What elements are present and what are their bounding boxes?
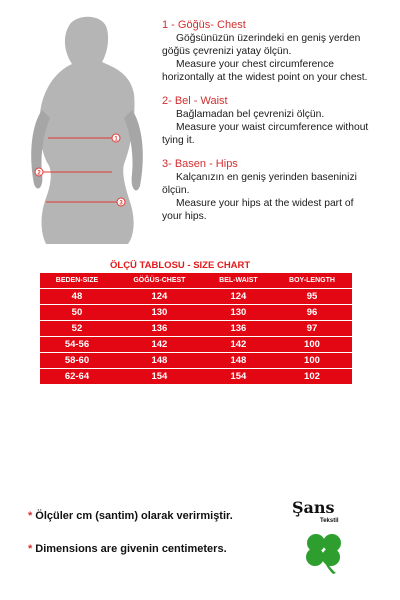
- note-english: [28, 543, 227, 555]
- note-text: Dimensions are givenin centimeters.: [35, 543, 227, 555]
- table-row: [40, 305, 352, 321]
- svg-text:2: 2: [37, 170, 41, 177]
- table-cell: 50: [40, 305, 114, 321]
- table-row: [40, 369, 352, 384]
- table-cell: 124: [114, 289, 205, 305]
- table-cell: 148: [205, 353, 272, 369]
- clover-icon: [300, 526, 350, 576]
- table-row: [40, 321, 352, 337]
- asterisk-icon: *: [28, 510, 33, 522]
- table-cell: 58-60: [40, 353, 114, 369]
- brand-subtitle: Tekstil: [320, 518, 339, 524]
- step-line: Bağlamadan bel çevrenizi ölçün.: [176, 109, 325, 120]
- step-line: Kalçanızın en geniş yerinden baseninizi: [176, 172, 357, 183]
- table-cell: 95: [272, 289, 352, 305]
- step-line: ölçün.: [162, 185, 190, 196]
- table-cell: 102: [304, 371, 320, 382]
- note-turkish: [28, 510, 233, 522]
- body-silhouette: [39, 17, 134, 244]
- column-header: GÖĞÜS-CHEST: [114, 273, 205, 289]
- size-chart-table: [40, 273, 352, 384]
- table-cell: 96: [272, 305, 352, 321]
- marker-1: [112, 134, 120, 143]
- asterisk-icon: *: [28, 543, 33, 555]
- svg-text:3: 3: [119, 200, 123, 207]
- table-cell: 136: [114, 321, 205, 337]
- step-line: Measure your chest circumference: [176, 59, 334, 70]
- table-cell: 54-56: [40, 337, 114, 353]
- table-cell: 97: [272, 321, 352, 337]
- table-cell: 52: [40, 321, 114, 337]
- table-cell: 148: [114, 353, 205, 369]
- brand-logo: [286, 498, 366, 578]
- step-line: Measure your hips at the widest part of: [176, 198, 354, 209]
- svg-text:1: 1: [114, 136, 118, 143]
- step-line: horizontally at the widest point on your chest.: [162, 72, 368, 83]
- table-cell: 154: [151, 371, 168, 382]
- note-text: Ölçüler cm (santim) olarak verirmiştir.: [35, 510, 233, 522]
- step-hips: [162, 157, 398, 223]
- table-cell: 154: [230, 371, 247, 382]
- size-chart-title: ÖLÇÜ TABLOSU - SIZE CHART: [110, 260, 251, 271]
- marker-2: [35, 168, 43, 177]
- step-heading: 2- Bel - Waist: [162, 95, 228, 107]
- column-header: BEL-WAIST: [205, 273, 272, 289]
- table-cell: 100: [272, 337, 352, 353]
- marker-3: [117, 198, 125, 207]
- step-chest: [162, 18, 398, 84]
- table-cell: 62-64: [64, 371, 90, 382]
- step-heading: 1 - Göğüs- Chest: [162, 19, 246, 31]
- step-line: your hips.: [162, 211, 207, 222]
- step-line: tying it.: [162, 135, 195, 146]
- table-cell: 124: [205, 289, 272, 305]
- step-line: göğüs çevrenizi yatay ölçün.: [162, 46, 292, 57]
- measurement-instructions: [162, 18, 398, 233]
- table-cell: 48: [40, 289, 114, 305]
- table-cell: 130: [114, 305, 205, 321]
- step-heading: 3- Basen - Hips: [162, 158, 238, 170]
- step-line: Measure your waist circumference without: [176, 122, 369, 133]
- brand-name: Şans: [292, 498, 335, 517]
- table-cell: 142: [114, 337, 205, 353]
- column-header: BOY-LENGTH: [272, 273, 352, 289]
- table-cell: 130: [205, 305, 272, 321]
- body-measurement-figure: [18, 14, 156, 244]
- table-row: [40, 353, 352, 369]
- table-cell: 100: [272, 353, 352, 369]
- table-row: [40, 289, 352, 305]
- step-line: Göğsünüzün üzerindeki en geniş yerden: [176, 33, 361, 44]
- step-waist: [162, 94, 398, 147]
- table-cell: 136: [205, 321, 272, 337]
- table-header-row: [40, 273, 352, 289]
- column-header: BEDEN-SIZE: [40, 273, 114, 289]
- table-cell: 142: [205, 337, 272, 353]
- table-row: [40, 337, 352, 353]
